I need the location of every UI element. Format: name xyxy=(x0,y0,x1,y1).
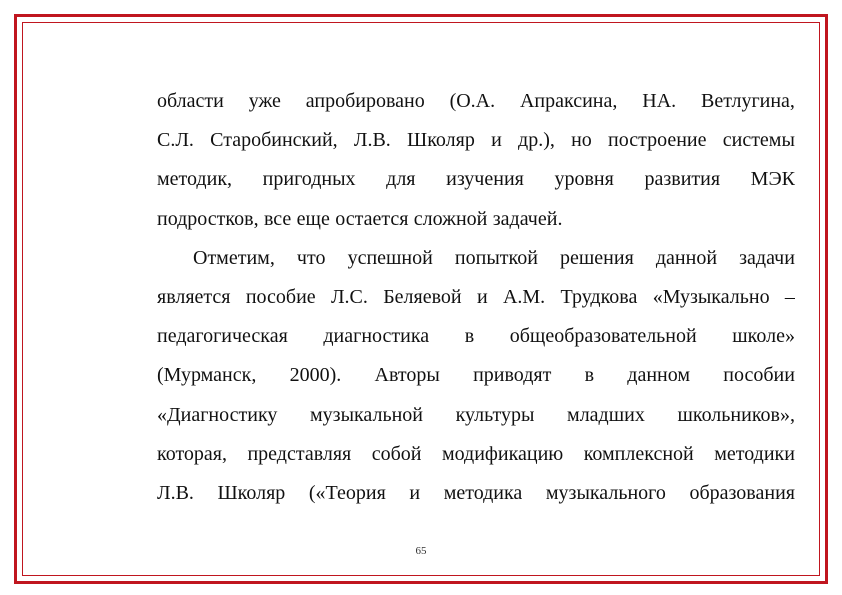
word: Школяр xyxy=(217,481,286,504)
word: решения xyxy=(560,246,634,269)
word: младших xyxy=(567,403,645,426)
word: все xyxy=(263,207,292,230)
word: попыткой xyxy=(454,246,538,269)
word: для xyxy=(386,168,416,191)
word: успешной xyxy=(347,246,433,269)
text-line xyxy=(157,200,795,239)
text-line xyxy=(157,82,795,121)
word: представляя xyxy=(247,442,352,465)
body-text xyxy=(157,82,795,513)
word: методик, xyxy=(157,168,233,191)
word: школьников», xyxy=(677,403,795,426)
word: «Музыкально xyxy=(652,285,770,308)
word: комплексной xyxy=(583,442,694,465)
word: что xyxy=(296,246,326,269)
word: и xyxy=(476,285,488,308)
text-line xyxy=(157,317,795,356)
word: образования xyxy=(689,481,795,504)
word: Л.В. xyxy=(157,481,194,504)
page-number: 65 xyxy=(415,545,427,557)
text-line xyxy=(157,121,795,160)
word: Старобинский, xyxy=(210,129,338,152)
word: области xyxy=(157,90,224,112)
text-line xyxy=(157,239,795,278)
text-line xyxy=(157,160,795,199)
word: пригодных xyxy=(262,168,356,191)
word: Ветлугина, xyxy=(701,90,795,112)
word: в xyxy=(464,325,475,348)
text-line xyxy=(157,435,795,474)
word: остается xyxy=(335,207,409,230)
word: Беляевой xyxy=(383,285,462,308)
word: музыкальной xyxy=(310,403,423,426)
text-line xyxy=(157,278,795,317)
word: Отметим, xyxy=(193,246,275,269)
word: уровня xyxy=(554,168,614,191)
word: Авторы xyxy=(374,364,440,387)
text-line xyxy=(157,356,795,395)
word: но xyxy=(571,129,592,152)
word: построение xyxy=(608,129,707,152)
word: еще xyxy=(296,207,330,230)
word: методики xyxy=(714,442,795,465)
word: изучения xyxy=(446,168,524,191)
word: Л.С. xyxy=(330,285,368,308)
word: приводят xyxy=(473,364,552,387)
word: А.М. xyxy=(502,285,546,308)
word: пособие xyxy=(245,285,316,308)
word: развития xyxy=(644,168,721,191)
word: собой xyxy=(371,442,422,465)
word: задачи xyxy=(739,246,795,269)
word: 2000). xyxy=(289,364,342,387)
text-line xyxy=(157,474,795,513)
word: МЭК xyxy=(750,168,795,191)
word: – xyxy=(784,285,795,308)
word: пособии xyxy=(723,364,795,387)
word: культуры xyxy=(455,403,535,426)
word: школе» xyxy=(732,325,795,348)
word: (О.А. xyxy=(449,90,496,112)
word: данной xyxy=(655,246,718,269)
word: «Диагностику xyxy=(157,403,278,426)
word: задачей. xyxy=(492,207,563,230)
word: НА. xyxy=(642,90,677,112)
word: др.), xyxy=(518,129,555,152)
word: музыкального xyxy=(545,481,666,504)
word: уже xyxy=(248,90,281,112)
word: Трудкова xyxy=(560,285,638,308)
word: в xyxy=(584,364,595,387)
word: диагностика xyxy=(323,325,430,348)
word: Апраксина, xyxy=(519,90,618,112)
word: Школяр xyxy=(407,129,475,152)
word: данном xyxy=(627,364,691,387)
word: системы xyxy=(722,129,795,152)
word: которая, xyxy=(157,442,227,465)
word: С.Л. xyxy=(157,129,194,152)
word: методика xyxy=(443,481,523,504)
word: подростков, xyxy=(157,207,259,230)
word: («Теория xyxy=(308,481,386,504)
word: педагогическая xyxy=(157,325,288,348)
word: модификацию xyxy=(441,442,564,465)
text-line xyxy=(157,396,795,435)
word: общеобразовательной xyxy=(509,325,697,348)
word: (Мурманск, xyxy=(157,364,257,387)
word: апробировано xyxy=(305,90,425,112)
word: сложной xyxy=(413,207,488,230)
word: и xyxy=(491,129,502,152)
word: является xyxy=(157,285,231,308)
word: и xyxy=(409,481,421,504)
word: Л.В. xyxy=(353,129,391,152)
